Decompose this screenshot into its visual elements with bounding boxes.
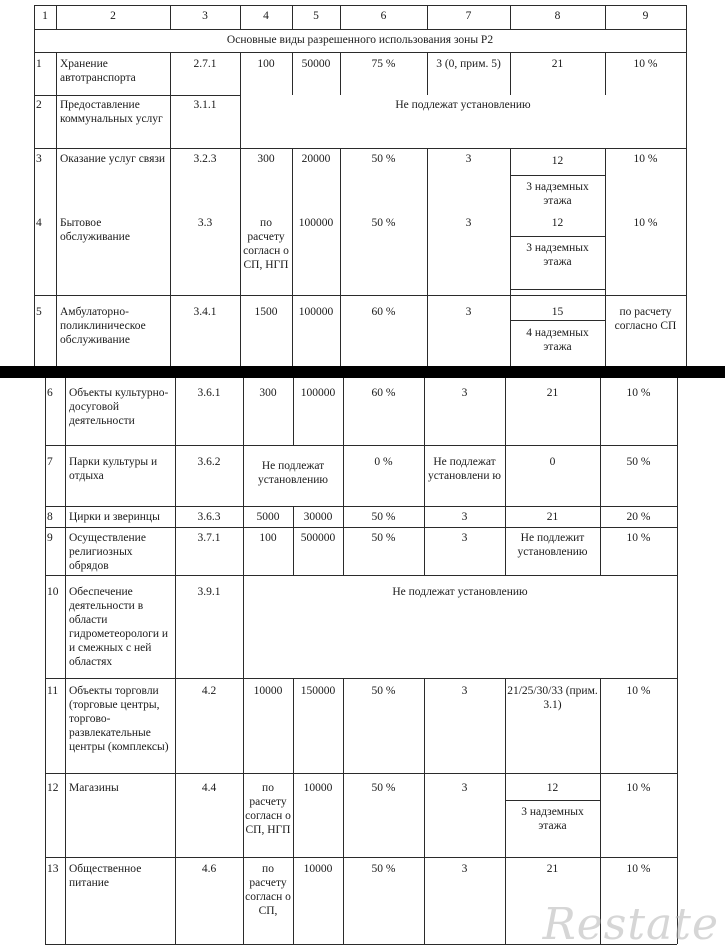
table-cell: 10000: [253, 685, 283, 697]
table-rule: [600, 445, 601, 506]
table-rule: [243, 773, 244, 857]
table-cell: 0 %: [374, 456, 393, 468]
table-rule: [505, 800, 600, 801]
table-cell: 10 %: [633, 217, 658, 229]
table-cell: 3: [461, 685, 468, 697]
table-rule: [600, 378, 601, 445]
table-rule: [343, 527, 344, 575]
table-rule: [600, 678, 601, 773]
table-rule: [510, 289, 605, 290]
table-rule: [343, 857, 344, 944]
table-rule: [45, 378, 46, 944]
table-rule: [505, 678, 506, 773]
row-code: 3.6.2: [197, 456, 221, 468]
column-header: 1: [42, 10, 48, 22]
table-rule: [605, 52, 606, 95]
row-code: 4.2: [201, 685, 217, 697]
table-cell: 3 надземных этажа: [521, 806, 584, 832]
row-number: 10: [47, 586, 59, 598]
row-number: 13: [47, 863, 59, 875]
table-rule: [243, 506, 244, 527]
table-cell: 50 %: [371, 782, 396, 794]
table-rule: [240, 95, 241, 148]
table-cell: по расчету согласно СП: [614, 306, 677, 332]
table-cell: 75 %: [371, 58, 396, 70]
table-cell: 3 надземных этажа: [526, 242, 589, 268]
table-rule: [686, 5, 687, 29]
row-number: 2: [36, 99, 42, 111]
table-cell: 21: [551, 58, 564, 70]
row-number: 11: [47, 685, 59, 697]
row-number: 5: [36, 306, 42, 318]
table-cell: 21: [546, 863, 559, 875]
table-rule: [510, 320, 605, 321]
table-rule: [424, 378, 425, 445]
row-name: Магазины: [69, 782, 119, 794]
table-rule: [505, 445, 506, 506]
table-rule: [65, 378, 66, 445]
table-rule: [243, 678, 244, 773]
table-rule: [340, 52, 341, 95]
table-rule: [56, 95, 57, 148]
table-rule: [292, 295, 293, 366]
row-name: Амбулаторно-поликлиническое обслуживание: [60, 306, 146, 346]
row-name: Общественное питание: [69, 863, 142, 889]
table-rule: [424, 445, 425, 506]
table-cell: 30000: [303, 511, 333, 523]
merged-cell: Не подлежат установлению: [395, 99, 531, 111]
table-rule: [510, 175, 605, 176]
table-rule: [240, 148, 241, 295]
row-code: 4.4: [201, 782, 217, 794]
column-header: 2: [110, 10, 116, 22]
table-rule: [343, 445, 344, 506]
table-cell: 21: [546, 387, 559, 399]
table-rule: [292, 148, 293, 295]
table-cell: 15: [551, 306, 564, 318]
table-cell: 3.4.1: [193, 306, 217, 318]
table-cell: 10000: [303, 782, 333, 794]
table-rule: [293, 773, 294, 857]
row-number: 4: [36, 217, 42, 229]
table-rule: [243, 575, 244, 678]
table-rule: [170, 148, 171, 295]
table-cell: 10 %: [633, 153, 658, 165]
table-rule: [175, 575, 176, 678]
table-rule: [65, 575, 66, 678]
table-cell: 3 (0, прим. 5): [436, 58, 501, 70]
table-rule: [510, 148, 511, 295]
row-name: Осуществление религиозных обрядов: [69, 532, 146, 572]
table-cell: 3: [465, 217, 472, 229]
row-number: 12: [47, 782, 59, 794]
table-rule: [424, 773, 425, 857]
table-rule: [340, 295, 341, 366]
table-rule: [45, 527, 677, 528]
table-rule: [175, 527, 176, 575]
table-rule: [343, 378, 344, 445]
table-cell: 20 %: [626, 511, 651, 523]
table-cell: 1500: [254, 306, 278, 318]
table-rule: [424, 857, 425, 944]
table-rule: [343, 678, 344, 773]
table-rule: [424, 506, 425, 527]
merged-cell: Не подлежат установлению: [392, 586, 528, 598]
table-cell: 10 %: [626, 387, 651, 399]
table-cell: 10 %: [633, 58, 658, 70]
table-rule: [505, 378, 506, 445]
row-number: 7: [47, 456, 53, 468]
row-number: 9: [47, 532, 53, 544]
row-name: Предоставление коммунальных услуг: [60, 99, 163, 125]
table-rule: [510, 236, 605, 237]
table-rule: [600, 527, 601, 575]
row-code: 3.6.1: [197, 387, 221, 399]
row-code: 3.7.1: [197, 532, 221, 544]
table-cell: по расчету согласн о СП, НГП: [245, 782, 291, 836]
table-cell: 3: [461, 387, 468, 399]
table-rule: [243, 445, 244, 506]
table-rule: [45, 773, 677, 774]
table-cell: 10 %: [626, 532, 651, 544]
table-rule: [45, 575, 677, 576]
table-rule: [175, 445, 176, 506]
table-rule: [424, 678, 425, 773]
table-cell: 50 %: [371, 217, 396, 229]
table-cell: 3: [461, 863, 468, 875]
table-cell: по расчету согласн о СП,: [245, 863, 291, 917]
table-rule: [34, 295, 686, 296]
table-rule: [65, 445, 66, 506]
table-rule: [34, 52, 686, 53]
row-code: 4.6: [201, 863, 217, 875]
table-rule: [34, 29, 35, 366]
column-header: 8: [554, 10, 561, 22]
table-cell: 0: [549, 456, 556, 468]
row-code: 3.9.1: [197, 586, 221, 598]
column-header: 7: [465, 10, 472, 22]
table-cell: 10 %: [626, 782, 651, 794]
table-rule: [175, 378, 176, 445]
row-number: 1: [36, 58, 42, 70]
table-cell: 3: [465, 306, 472, 318]
table-rule: [605, 295, 606, 366]
table-cell: 300: [259, 387, 277, 399]
table-cell: 50 %: [626, 456, 651, 468]
table-cell: 3.3: [197, 217, 213, 229]
table-cell: 50 %: [371, 532, 396, 544]
table-rule: [34, 148, 686, 149]
table-cell: 100: [257, 58, 275, 70]
table-cell: Не подлежит установлению: [517, 532, 588, 558]
table-rule: [510, 295, 511, 366]
row-name: Хранение автотранспорта: [60, 58, 136, 84]
table-rule: [427, 148, 428, 295]
column-header: 6: [380, 10, 387, 22]
row-name: Цирки и зверинцы: [69, 511, 160, 523]
table-cell: 5000: [256, 511, 280, 523]
merged-cell: Не подлежат установлению: [257, 460, 329, 486]
table-cell: 3.2.3: [193, 153, 217, 165]
table-rule: [243, 857, 244, 944]
table-rule: [56, 52, 57, 95]
table-rule: [505, 527, 506, 575]
table-rule: [45, 857, 677, 858]
table-rule: [605, 148, 606, 295]
table-cell: 100000: [298, 217, 334, 229]
table-rule: [293, 527, 294, 575]
table-cell: 4 надземных этажа: [526, 327, 589, 353]
table-rule: [240, 52, 241, 95]
table-rule: [293, 506, 294, 527]
table-rule: [600, 506, 601, 527]
table-rule: [175, 857, 176, 944]
table-rule: [45, 506, 677, 507]
row-name: Обеспечение деятельности в области гидрометеорологи и и смежных с ней областях: [69, 586, 169, 668]
table-rule: [293, 378, 294, 445]
table-cell: 3: [461, 532, 468, 544]
table-cell: 12: [551, 155, 564, 167]
table-rule: [34, 95, 240, 96]
table-rule: [175, 773, 176, 857]
table-rule: [292, 52, 293, 95]
row-number: 6: [47, 387, 53, 399]
table-cell: 100000: [300, 387, 336, 399]
table-cell: 60 %: [371, 306, 396, 318]
table-rule: [600, 773, 601, 857]
table-rule: [343, 773, 344, 857]
column-header: 3: [202, 10, 208, 22]
table-rule: [175, 678, 176, 773]
table-rule: [343, 506, 344, 527]
table-rule: [65, 857, 66, 944]
row-number: 3: [36, 153, 42, 165]
table-cell: 21/25/30/33 (прим. 3.1): [507, 685, 598, 711]
table-cell: 50 %: [371, 863, 396, 875]
table-cell: 10 %: [626, 863, 651, 875]
table-cell: Не подлежат установлени ю: [428, 456, 501, 482]
table-rule: [510, 52, 511, 95]
table-rule: [56, 148, 57, 295]
table-cell: 3: [461, 782, 468, 794]
table-rule: [56, 295, 57, 366]
table-rule: [427, 52, 428, 95]
table-cell: 50 %: [371, 153, 396, 165]
table-rule: [427, 295, 428, 366]
table-rule: [34, 5, 686, 6]
table-rule: [505, 857, 506, 944]
row-number: 8: [47, 511, 53, 523]
table-cell: 10 %: [626, 685, 651, 697]
table-rule: [243, 378, 244, 445]
row-name: Оказание услуг связи: [60, 153, 166, 165]
table-cell: 3: [461, 511, 468, 523]
table-rule: [677, 378, 678, 944]
table-cell: 50 %: [371, 685, 396, 697]
table-cell: 12: [551, 217, 564, 229]
table-rule: [170, 95, 171, 148]
column-header: 4: [263, 10, 269, 22]
table-rule: [65, 506, 66, 527]
table-rule: [45, 445, 677, 446]
table-rule: [505, 773, 506, 857]
row-name: Бытовое обслуживание: [60, 217, 130, 243]
table-cell: 150000: [300, 685, 336, 697]
table-cell: 3: [465, 153, 472, 165]
table-cell: 20000: [301, 153, 331, 165]
table-cell: 21: [546, 511, 559, 523]
row-code: 2.7.1: [193, 58, 217, 70]
table-cell: 3 надземных этажа: [526, 181, 589, 207]
table-cell: 50000: [301, 58, 331, 70]
table-rule: [34, 29, 686, 30]
table-rule: [240, 295, 241, 366]
column-header: 5: [313, 10, 319, 22]
table-cell: 500000: [300, 532, 336, 544]
section-title: Основные виды разрешенного использования зоны Р2: [226, 34, 494, 46]
table-rule: [686, 29, 687, 366]
table-cell: 60 %: [371, 387, 396, 399]
table-rule: [65, 527, 66, 575]
row-code: 3.1.1: [193, 99, 217, 111]
table-cell: 100000: [298, 306, 334, 318]
row-name: Объекты торговли (торговые центры, торгово-развлекательные центры (комплексы): [69, 685, 169, 753]
table-rule: [424, 527, 425, 575]
watermark: Restate: [542, 899, 719, 950]
table-rule: [505, 506, 506, 527]
table-rule: [293, 857, 294, 944]
table-cell: 50 %: [371, 511, 396, 523]
table-cell: 300: [257, 153, 275, 165]
table-cell: по расчету согласн о СП, НГП: [243, 217, 289, 271]
table-rule: [170, 295, 171, 366]
row-code: 3.6.3: [197, 511, 221, 523]
table-cell: 10000: [303, 863, 333, 875]
table-rule: [170, 52, 171, 95]
table-rule: [293, 678, 294, 773]
table-rule: [340, 148, 341, 295]
row-name: Объекты культурно-досуговой деятельности: [69, 387, 169, 427]
row-name: Парки культуры и отдыха: [69, 456, 158, 482]
table-cell: 100: [259, 532, 277, 544]
column-header: 9: [642, 10, 649, 22]
table-rule: [65, 773, 66, 857]
table-rule: [243, 527, 244, 575]
table-rule: [45, 678, 677, 679]
table-rule: [175, 506, 176, 527]
page-divider: [0, 366, 725, 378]
table-rule: [65, 678, 66, 773]
table-cell: 12: [546, 782, 559, 794]
